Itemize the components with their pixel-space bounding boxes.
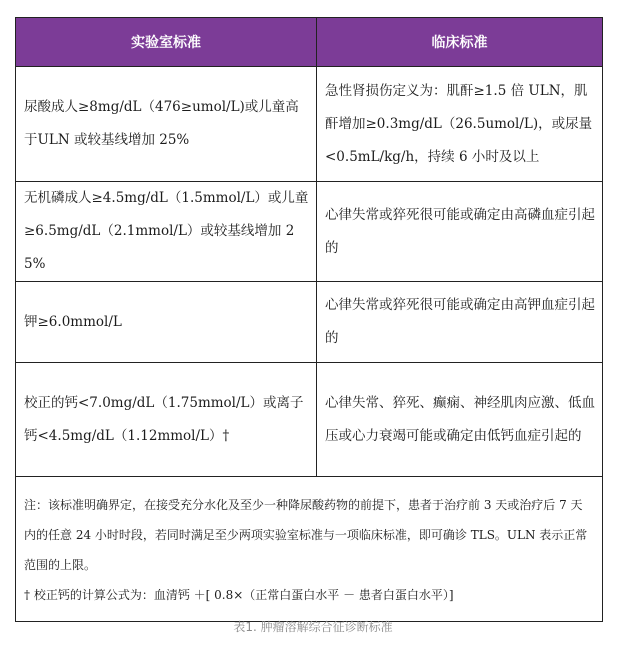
clinical-cell <box>317 363 603 477</box>
table-row-calcium <box>16 363 603 477</box>
table-row-potassium <box>16 282 603 363</box>
footnote-text: † 校正钙的计算公式为：血清钙 ＋[ 0.8×（正常白蛋白水平 － 患者白蛋白水平）] <box>24 588 454 602</box>
clinical-criterion-text: 心律失常、猝死、癫痫、神经肌肉应激、低血压或心力衰竭可能或确定由低钙血症引起的 <box>325 394 595 444</box>
clinical-criterion-text: 心律失常或猝死很可能或确定由高磷血症引起的 <box>325 206 595 256</box>
lab-cell <box>16 67 317 182</box>
note-box <box>16 477 602 610</box>
header-clinical-criteria: 临床标准 <box>317 18 603 67</box>
lab-cell <box>16 363 317 477</box>
clinical-cell <box>317 182 603 282</box>
table-caption: 表1. 肿瘤溶解综合征诊断标准 <box>233 620 393 634</box>
table-row-uric-acid <box>16 67 603 182</box>
clinical-cell <box>317 67 603 182</box>
tls-criteria-table <box>15 17 603 622</box>
table-header-row <box>16 18 603 67</box>
lab-cell <box>16 182 317 282</box>
note-text: 注：该标准明确界定，在接受充分水化及至少一种降尿酸药物的前提下，患者于治疗前 3 天或治疗后 7 天内的任意 24 小时时段，若同时满足至少两项实验室标准与一项临床标准，即可确诊 TLS。ULN 表示正常范围的上限。 <box>24 498 588 572</box>
table-row-phosphate <box>16 182 603 282</box>
clinical-criterion-text: 急性肾损伤定义为：肌酐≥1.5 倍 ULN，肌酐增加≥0.3mg/dL（26.5umol/L)，或尿量<0.5mL/kg/h，持续 6 小时及以上 <box>325 82 593 165</box>
clinical-cell <box>317 282 603 363</box>
lab-cell <box>16 282 317 363</box>
note-cell <box>16 477 603 622</box>
header-lab-criteria: 实验室标准 <box>16 18 317 67</box>
table-note-row <box>16 477 603 622</box>
lab-criterion-text: 无机磷成人≥4.5mg/dL（1.5mmol/L）或儿童≥6.5mg/dL（2.1mmol/L）或较基线增加 25% <box>24 190 309 272</box>
lab-criterion-text: 校正的钙<7.0mg/dL（1.75mmol/L）或离子钙<4.5mg/dL（1.12mmol/L）† <box>24 394 304 444</box>
lab-criterion-text: 钾≥6.0mmol/L <box>24 313 122 330</box>
lab-criterion-text: 尿酸成人≥8mg/dL（476≥umol/L)或儿童高于ULN 或较基线增加 25% <box>24 99 299 148</box>
clinical-criterion-text: 心律失常或猝死很可能或确定由高钾血症引起的 <box>325 297 595 346</box>
